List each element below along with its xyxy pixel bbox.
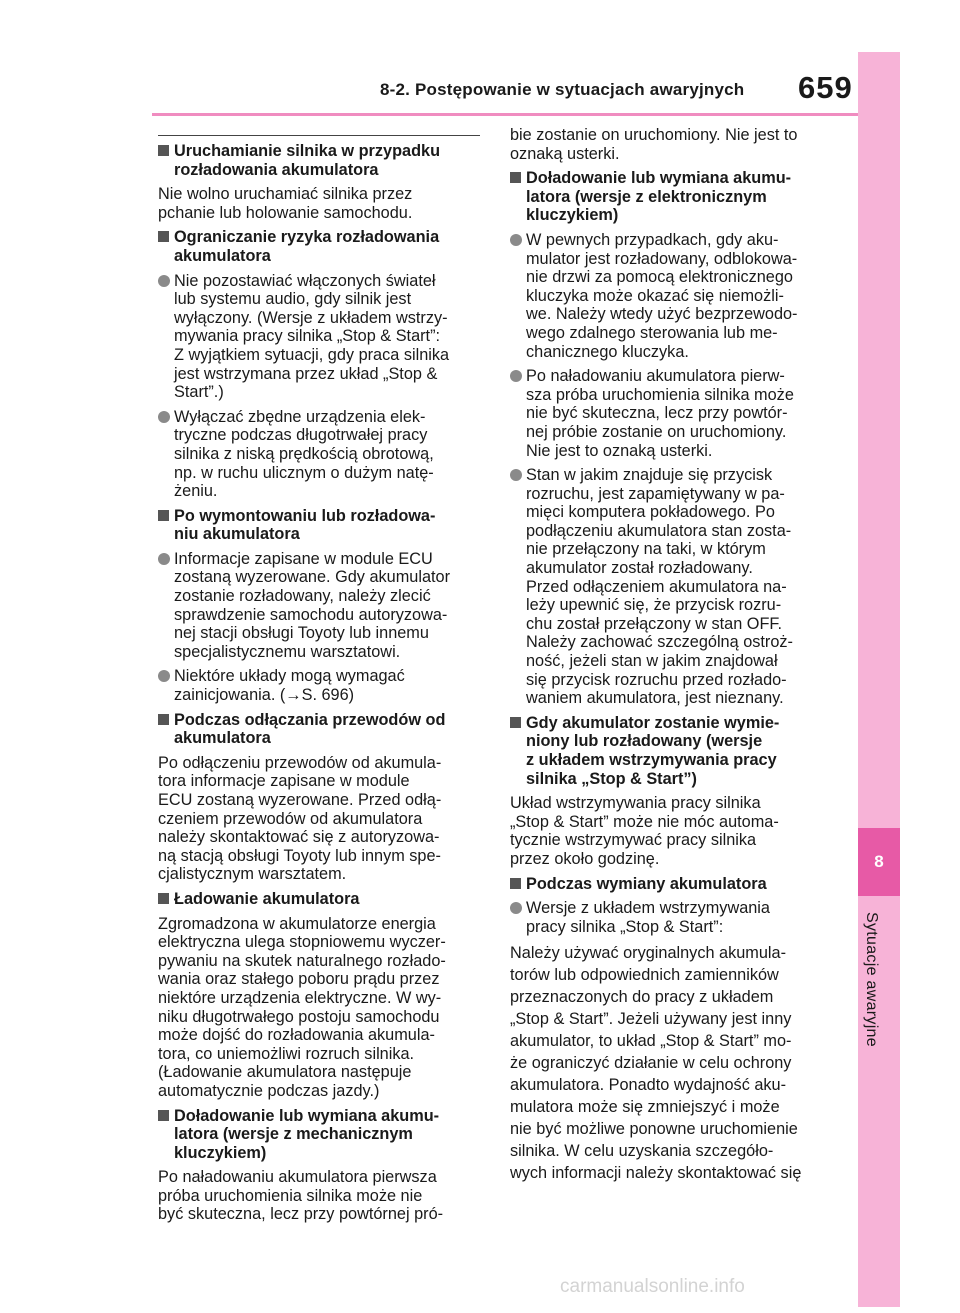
text-line: we. Należy wtedy użyć bezprzewodo- [526,305,798,324]
text-line: mięci komputera pokładowego. Po [526,503,775,522]
section-heading [510,875,840,894]
text-line: być skuteczna, lecz przy powtórnej pró- [158,1205,444,1224]
section-heading [158,890,483,909]
text-line: torów lub odpowiednich zamienników [510,966,779,985]
bullet-item [510,899,840,936]
text-line: tora informacje zapisane w module [158,772,410,791]
text-line: niu akumulatora [174,525,300,544]
text-line: Wyłączać zbędne urządzenia elek- [174,407,426,426]
bullet-item [510,367,840,460]
text-line: może dojść do rozładowania akumula- [158,1026,435,1045]
text-line: oznaką usterki. [510,144,620,163]
section-header: 8-2. Postępowanie w sytuacjach awaryjnych [380,80,745,99]
section-heading [510,714,840,788]
text-line: niektóre urządzenia elektryczne. W wy- [158,988,442,1007]
text-line: ność, jeżeli stan w jakim znajdował [526,652,778,671]
paragraph [158,1168,483,1224]
text-line: tycznie wstrzymywać pracy silnika [510,831,757,850]
text-line: Niektóre układy mogą wymagać [174,667,405,686]
text-line: lub systemu audio, gdy silnik jest [174,290,412,309]
text-line: Podczas odłączania przewodów od [174,710,446,729]
text-line: zostanie rozładowany, należy zlecić [174,587,431,606]
text-line: nie być skuteczna, lecz przy powtór- [526,404,788,423]
text-line: podłączeniu akumulatora stan zosta- [526,521,792,540]
text-line: latora (wersje z elektronicznym [526,187,767,206]
left-column [158,142,483,1230]
bullet-item [158,408,483,501]
text-line: Zgromadzona w akumulatorze energia [158,914,436,933]
text-line: „Stop & Start” może nie móc automa- [510,812,779,831]
paragraph [510,942,840,1184]
text-line: Należy zachować szczególną ostroż- [526,633,793,652]
text-line: waniem akumulatora, jest nieznany. [526,689,784,708]
text-line: Doładowanie lub wymiana akumu- [174,1106,440,1125]
text-line: Po wymontowaniu lub rozładowa- [174,506,436,525]
text-line: pywaniu na skutek naturalnego rozłado- [158,951,446,970]
text-line: próba uruchomienia silnika może nie [158,1186,423,1205]
text-line: cjalistycznym warsztatem. [158,865,347,884]
text-line: Po naładowaniu akumulatora pierw- [526,367,785,386]
column-top-rule [158,135,480,136]
text-line: chu został przełączony w stan OFF. [526,614,783,633]
text-line: mulatora może się zmniejszyć i może [510,1098,780,1117]
text-line: mulator jest rozładowany, odblokowa- [526,249,798,268]
text-line: pracy silnika „Stop & Start”: [526,917,724,936]
text-line: należy skontaktować się z autoryzowa- [158,828,440,847]
section-heading [158,1107,483,1163]
text-line: jest wstrzymana przez układ „Stop & [174,364,438,383]
text-line: niony lub rozładowany (wersje [526,732,763,751]
text-line: bie zostanie on uruchomiony. Nie jest to [510,126,798,144]
text-line: zostaną wyzerowane. Gdy akumulator [174,568,451,587]
text-line: Nie wolno uruchamiać silnika przez [158,185,413,204]
paragraph [158,754,483,884]
text-line: wania oraz stałego poboru prądu przez [158,970,440,989]
paragraph [510,794,840,868]
section-heading [158,711,483,748]
text-line: Stan w jakim znajduje się przycisk [526,466,773,485]
text-line: „Stop & Start”. Jeżeli używany jest inny [510,1010,792,1029]
text-line: Po odłączeniu przewodów od akumula- [158,753,442,772]
text-line: automatycznie podczas jazdy.) [158,1081,380,1100]
text-line: elektryczna ulega stopniowemu wyczer- [158,933,446,952]
bullet-item [510,231,840,361]
text-line: z układem wstrzymywania pracy [526,751,777,769]
text-line: specjalistycznemu warsztatowi. [174,642,401,661]
text-line: Doładowanie lub wymiana akumu- [526,169,792,188]
text-line: czeniem przewodów od akumulatora [158,809,423,828]
text-line: niku długotrwałego postoju samochodu [158,1007,440,1026]
text-line: akumulatora [174,246,271,265]
text-line: leży upewnić się, że przycisk rozru- [526,596,782,615]
text-line: rozruchu, jest zapamiętywany w pa- [526,484,785,503]
text-line: silnika z niską prędkością obrotową, [174,444,434,463]
text-line: np. w ruchu ulicznym o dużym natę- [174,463,434,482]
text-line: akumulator został rozładowany. [526,559,753,578]
section-heading [158,142,483,179]
text-line: nej próbie zostanie on uruchomiony. [526,422,787,441]
text-line: Uruchamianie silnika w przypadku [174,142,441,160]
header-rule [152,113,858,116]
page-number: 659 [798,70,853,105]
section-heading [158,228,483,265]
text-line: nie przełączony na taki, w którym [526,540,766,559]
text-line: Przed odłączeniem akumulatora na- [526,577,787,596]
text-line: nie być możliwe ponowne uruchomienie [510,1120,798,1139]
text-line: ną stacją obsługi Toyoty lub innym spe- [158,846,441,865]
text-line: (Ładowanie akumulatora następuje [158,1063,412,1082]
text-line: tora, co uniemożliwi rozruch silnika. [158,1044,415,1063]
text-line: silnika. W celu uzyskania szczegóło- [510,1142,774,1161]
text-line: przeznaczonych do pracy z układem [510,988,774,1007]
right-column [510,126,840,1190]
bullet-item [158,667,483,704]
text-line: ECU zostaną wyzerowane. Przed odłą- [158,791,442,809]
chapter-number: 8 [874,852,884,871]
chapter-sidebar [858,52,900,1307]
text-line: rozładowania akumulatora [174,160,379,179]
text-line: chanicznego kluczyka. [526,342,689,361]
text-line: Ograniczanie ryzyka rozładowania [174,228,440,247]
bullet-item [510,466,840,708]
text-line: W pewnych przypadkach, gdy aku- [526,230,779,249]
text-line: silnika „Stop & Start”) [526,769,697,788]
text-line: wyłączony. (Wersje z układem wstrzy- [174,308,448,327]
text-line: żeniu. [174,482,218,501]
text-line: akumulatora. Ponadto wydajność aku- [510,1076,787,1095]
text-line: Nie jest to oznaką usterki. [526,441,713,460]
text-line: nie drzwi za pomocą elektronicznego [526,268,793,287]
paragraph [510,126,840,163]
text-line: Ładowanie akumulatora [174,889,360,908]
text-line: kluczykiem) [526,206,619,225]
text-line: sprawdzenie samochodu autoryzowa- [174,605,448,624]
paragraph [158,915,483,1101]
text-line: Start”.) [174,383,224,402]
text-line: tryczne podczas długotrwałej pracy [174,426,428,445]
text-line: latora (wersje z mechanicznym [174,1125,413,1144]
text-line: Informacje zapisane w module ECU [174,549,433,568]
text-line: Nie pozostawiać włączonych świateł [174,271,436,290]
text-line: kluczykiem) [174,1143,267,1162]
bullet-item [158,550,483,662]
text-line: sza próba uruchomienia silnika może [526,385,794,404]
text-line: Układ wstrzymywania pracy silnika [510,794,761,813]
text-line: przez około godzinę. [510,849,660,868]
text-line: mywania pracy silnika „Stop & Start”: [174,327,441,346]
paragraph [158,185,483,222]
watermark: carmanualsonline.info [560,1276,745,1297]
text-line: wych informacji należy skontaktować się [510,1164,802,1183]
text-line: zainicjowania. (→S. 696) [174,686,355,705]
text-line: akumulator, to układ „Stop & Start” mo- [510,1032,792,1051]
text-line: Podczas wymiany akumulatora [526,874,767,893]
text-line: Po naładowaniu akumulatora pierwsza [158,1168,437,1187]
text-line: Z wyjątkiem sytuacji, gdy praca silnika [174,345,450,364]
text-line: Gdy akumulator zostanie wymie- [526,713,780,732]
text-line: kluczyka może okazać się niemożli- [526,286,784,305]
text-line: Wersje z układem wstrzymywania [526,899,770,918]
section-heading [158,507,483,544]
text-line: się przycisk rozruchu przed rozłado- [526,670,787,689]
text-line: wego zdalnego sterowania lub me- [526,323,778,342]
chapter-title: Sytuacje awaryjne [863,912,880,1047]
text-line: akumulatora [174,729,271,748]
text-line: Należy używać oryginalnych akumula- [510,944,786,963]
section-heading [510,169,840,225]
text-line: że ograniczyć działanie w celu ochrony [510,1054,792,1073]
bullet-item [158,272,483,402]
text-line: pchanie lub holowanie samochodu. [158,203,413,222]
text-line: nej stacji obsługi Toyoty lub innemu [174,624,429,643]
